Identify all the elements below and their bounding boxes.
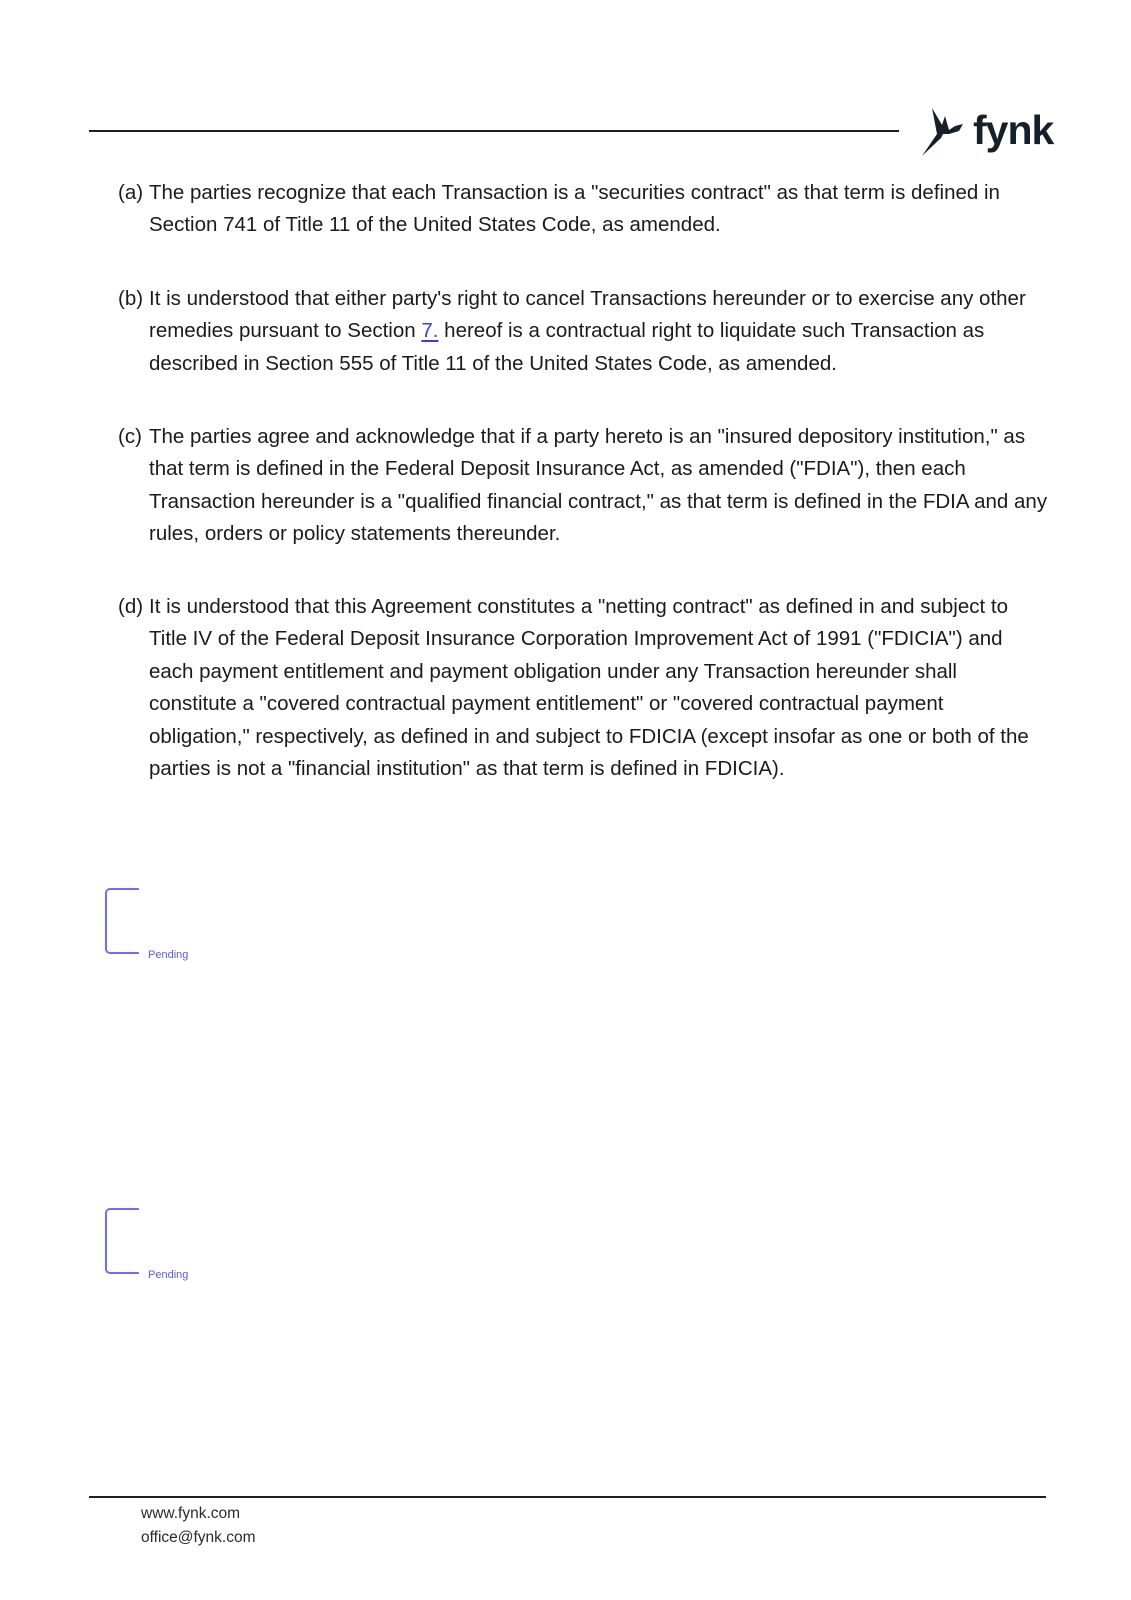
fynk-logo <box>919 104 1054 160</box>
clause-b <box>118 283 1048 380</box>
bird-icon <box>919 104 971 160</box>
signature-status-1: Pending <box>148 949 189 961</box>
signature-field-1[interactable] <box>105 888 139 954</box>
clause-text: It is understood that this Agreement constitutes a "netting contract" as defined in and subject to Title IV of the Federal Deposit Insurance Corporation Improvement Act of 1991 ("FDICIA") and each payment entitlement and payment obligation under any Transaction hereunder shall constitute a "covered contractual payment entitlement" or "covered contractual payment obligation," respectively, as defined in and subject to FDICIA (except insofar as one or both of the parties is not a "financial institution" as that term is defined in FDICIA). <box>149 595 1029 781</box>
clause-c <box>118 421 1048 551</box>
clause-marker: (a) <box>118 181 144 204</box>
clause-marker: (c) <box>118 425 142 448</box>
clause-marker: (d) <box>118 595 144 618</box>
clause-text: The parties recognize that each Transaction is a "securities contract" as that term is defined in Section 741 of Title 11 of the United States Code, as amended. <box>149 181 1000 237</box>
clause-marker: (b) <box>118 287 144 310</box>
clause-text <box>149 283 1048 380</box>
clause-a <box>118 177 1048 242</box>
header-divider <box>89 130 899 132</box>
logo-wordmark: fynk <box>973 107 1054 153</box>
clause-text-after-link: hereof is a contractual right to liquidate such Transaction as described in Section 555 of Title 11 of the United States Code, as amended. <box>149 319 985 375</box>
footer-email: office@fynk.com <box>141 1529 256 1546</box>
section-reference-link[interactable]: 7. <box>421 319 439 343</box>
clause-text: The parties agree and acknowledge that if a party hereto is an "insured depository institution," as that term is defined in the Federal Deposit Insurance Act, as amended ("FDIA"), then each Transaction hereunder is a "qualified financial contract," as that term is defined in the FDIA and any rules, orders or policy statements thereunder. <box>149 425 1048 546</box>
clause-d <box>118 591 1048 785</box>
clause-text-before-link: It is understood that either party's right to cancel Transactions hereunder or to exercise any other remedies pursuant to Section <box>149 287 1026 343</box>
signature-status-2: Pending <box>148 1269 189 1281</box>
footer-website: www.fynk.com <box>141 1505 241 1522</box>
signature-field-2[interactable] <box>105 1208 139 1274</box>
footer-divider <box>89 1496 1046 1498</box>
